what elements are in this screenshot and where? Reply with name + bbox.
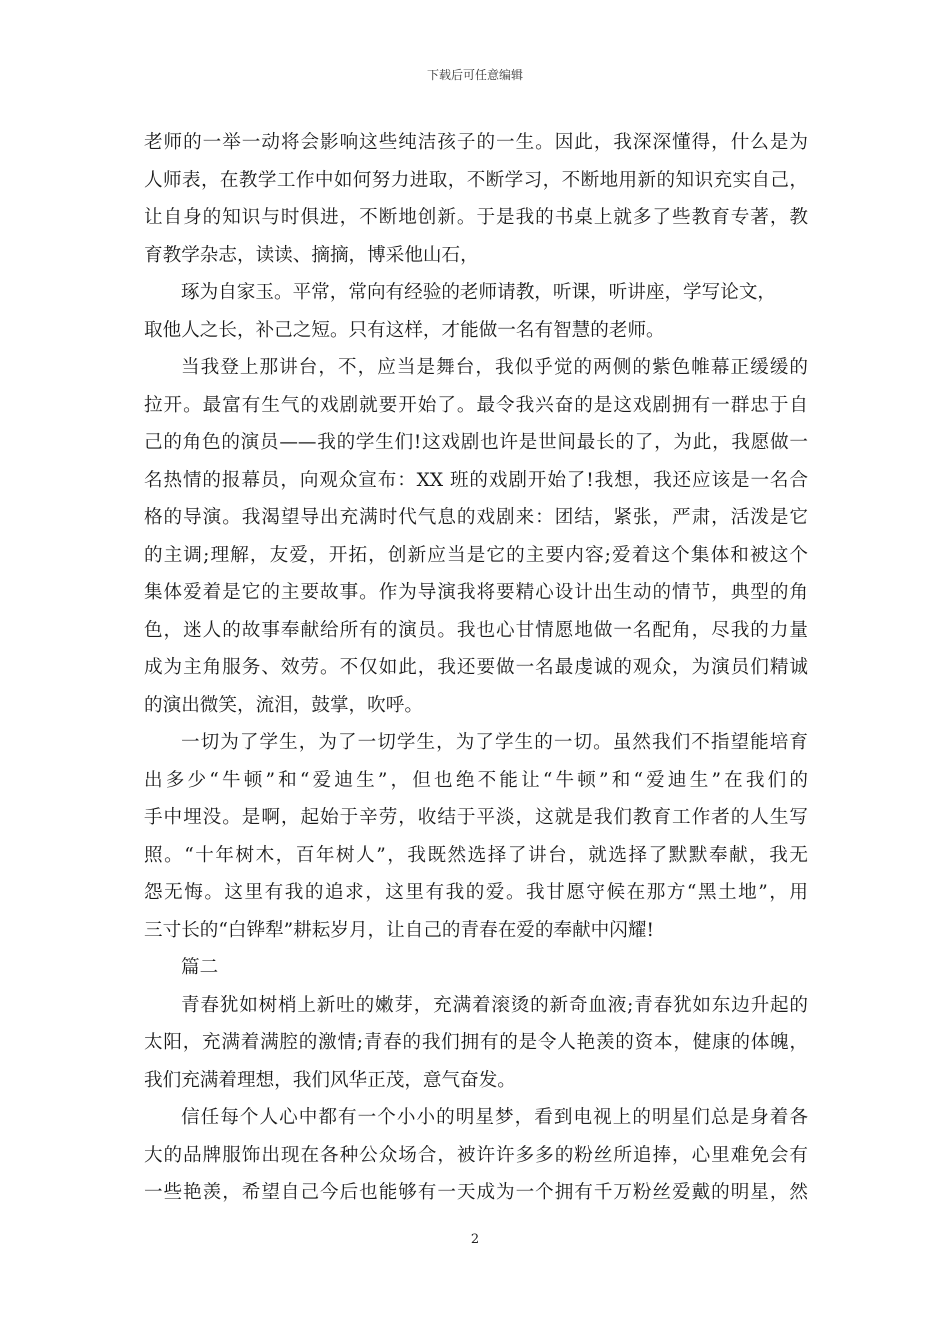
text-line: 当我登上那讲台，不，应当是舞台，我似乎觉的两侧的紫色帷幕正缓缓的 — [181, 357, 808, 378]
text-line: 色，迷人的故事奉献给所有的演员。我也心甘情愿地做一名配角，尽我的力量 — [144, 619, 808, 641]
section-heading: 篇二 — [181, 957, 219, 978]
text-line: 一些艳羡，希望自己今后也能够有一天成为一个拥有千万粉丝爱戴的明星，然 — [144, 1182, 808, 1203]
page-header: 下载后可任意编辑 — [426, 68, 523, 82]
text-line: 集体爱着是它的主要故事。作为导演我将要精心设计出生动的情节，典型的角 — [144, 582, 808, 603]
text-line: 取他人之长，补己之短。只有这样，才能做一名有智慧的老师。 — [144, 319, 665, 341]
text-line: 人师表，在教学工作中如何努力进取，不断学习，不断地用新的知识充实自己， — [144, 169, 808, 191]
text-line: 太阳，充满着满腔的激情;青春的我们拥有的是令人艳羡的资本，健康的体魄， — [144, 1032, 808, 1053]
text-line: 照。“十年树木，百年树人”，我既然选择了讲台，就选择了默默奉献，我无 — [144, 844, 808, 866]
text-line: 怨无悔。这里有我的追求，这里有我的爱。我甘愿守候在那方“黑土地”，用 — [144, 882, 808, 903]
text-line: 名热情的报幕员，向观众宣布：XX 班的戏剧开始了!我想，我还应该是一名合 — [144, 469, 808, 491]
text-line: 我们充满着理想，我们风华正茂，意气奋发。 — [144, 1069, 516, 1091]
text-line: 拉开。最富有生气的戏剧就要开始了。最令我兴奋的是这戏剧拥有一群忠于自 — [144, 394, 808, 416]
text-line: 的主调;理解，友爱，开拓，创新应当是它的主要内容;爱着这个集体和被这个 — [144, 544, 808, 566]
text-line: 青春犹如树梢上新吐的嫩芽，充满着滚烫的新奇血液;青春犹如东边升起的 — [181, 994, 808, 1016]
document-body — [144, 124, 808, 1212]
text-line: 的演出微笑，流泪，鼓掌，吹呼。 — [144, 694, 423, 716]
text-line: 手中埋没。是啊，起始于辛劳，收结于平淡，这就是我们教育工作者的人生写 — [144, 807, 808, 828]
text-line: 己的角色的演员——我的学生们!这戏剧也许是世间最长的了，为此，我愿做一 — [144, 432, 808, 453]
page-number: 2 — [470, 1232, 480, 1247]
text-line: 老师的一举一动将会影响这些纯洁孩子的一生。因此，我深深懂得，什么是为 — [144, 132, 808, 153]
text-line: 一切为了学生，为了一切学生，为了学生的一切。虽然我们不指望能培育 — [181, 732, 808, 753]
text-line: 格的导演。我渴望导出充满时代气息的戏剧来：团结，紧张，严肃，活泼是它 — [144, 507, 808, 528]
text-line: 大的品牌服饰出现在各种公众场合，被许许多多的粉丝所追捧，心里难免会有 — [144, 1144, 808, 1166]
text-line: 信任每个人心中都有一个小小的明星梦，看到电视上的明星们总是身着各 — [181, 1107, 808, 1128]
text-line: 三寸长的“白铧犁”耕耘岁月，让自己的青春在爱的奉献中闪耀! — [144, 919, 654, 941]
text-line: 让自身的知识与时俱进，不断地创新。于是我的书桌上就多了些教育专著，教 — [144, 207, 808, 228]
text-line: 出多少“牛顿”和“爱迪生”，但也绝不能让“牛顿”和“爱迪生”在我们的 — [144, 769, 808, 791]
text-line: 育教学杂志，读读、摘摘，博采他山石， — [144, 244, 479, 266]
text-line: 琢为自家玉。平常，常向有经验的老师请教，听课，听讲座，学写论文， — [181, 282, 777, 303]
text-line: 成为主角服务、效劳。不仅如此，我还要做一名最虔诚的观众，为演员们精诚 — [144, 657, 808, 678]
